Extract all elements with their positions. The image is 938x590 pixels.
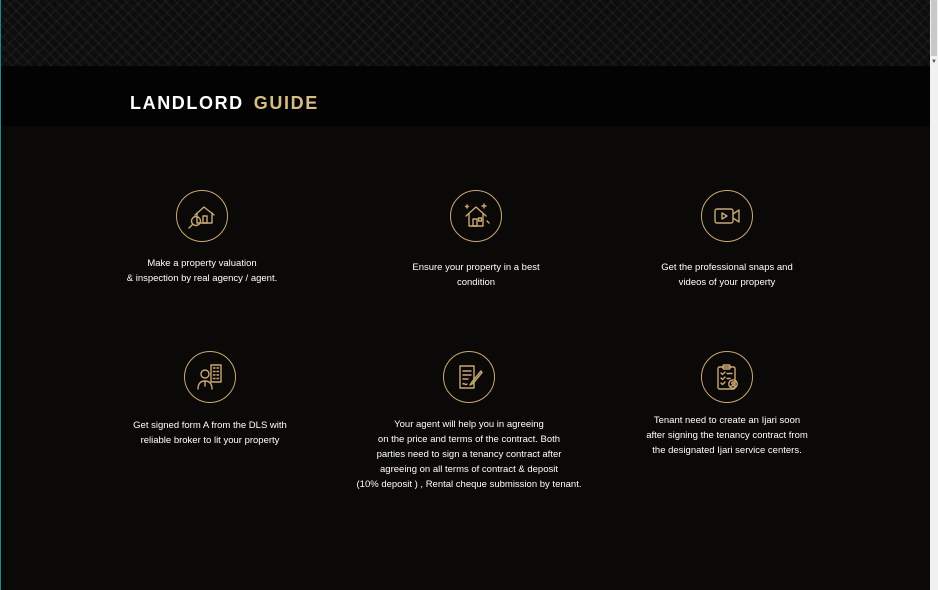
agent-building-icon — [184, 351, 236, 403]
guide-step — [72, 190, 332, 286]
contract-sign-icon — [443, 351, 495, 403]
video-camera-icon — [701, 190, 753, 242]
guide-step — [597, 190, 857, 290]
guide-step — [597, 351, 857, 458]
guide-step — [80, 351, 340, 448]
page-title — [130, 93, 319, 114]
scroll-down-arrow-icon[interactable]: ▼ — [931, 59, 937, 65]
clipboard-checklist-icon — [701, 351, 753, 403]
step-text: Your agent will help you in agreeing on the price and terms of the contract. Both parties need to sign a tenancy contract after agreeing on all terms of contract & deposit (10% deposit ) , Rental cheque submission by tenant. — [356, 419, 582, 490]
vertical-scrollbar[interactable] — [930, 0, 938, 590]
house-search-icon — [176, 190, 228, 242]
hero-banner — [1, 0, 930, 66]
house-sparkle-icon — [450, 190, 502, 242]
title-accent: GUIDE — [253, 93, 319, 113]
guide-step — [339, 351, 599, 492]
scrollbar-thumb[interactable] — [931, 0, 937, 56]
step-text: Tenant need to create an Ijari soon after signing the tenancy contract from the designated Ijari service centers. — [646, 415, 808, 456]
step-text: Ensure your property in a best condition — [412, 262, 540, 288]
step-text: Make a property valuation & inspection by real agency / agent. — [126, 258, 278, 284]
title-primary: LANDLORD — [130, 93, 244, 113]
step-text: Get the professional snaps and videos of your property — [661, 262, 793, 288]
step-text: Get signed form A from the DLS with reliable broker to lit your property — [133, 420, 287, 446]
guide-step — [346, 190, 606, 290]
